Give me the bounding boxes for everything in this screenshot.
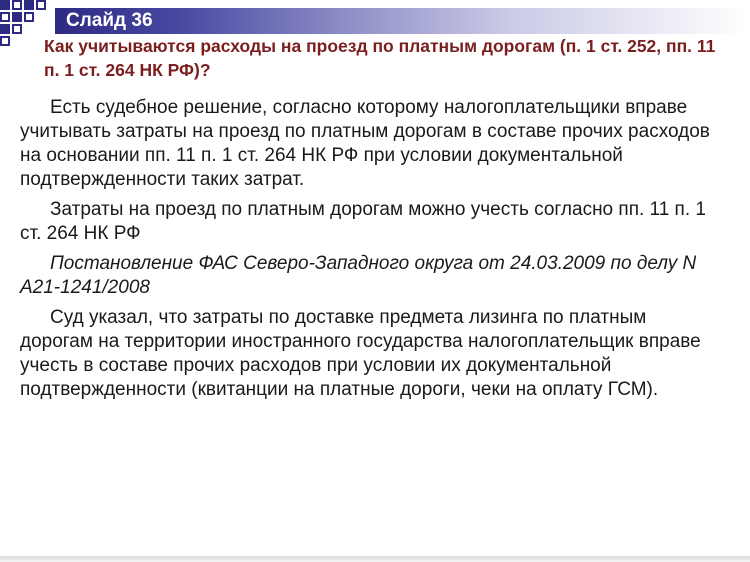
- decor-square: [0, 12, 10, 22]
- paragraph: Есть судебное решение, согласно которому налогоплательщики вправе учитывать затраты на проезд по платным дорогам в составе прочих расходов на основании пп. 11 п. 1 ст. 264 НК РФ при условии документальной подтвержденности таких затрат.: [20, 97, 710, 190]
- paragraph: Затраты на проезд по платным дорогам можно учесть согласно пп. 11 п. 1 ст. 264 НК РФ: [20, 199, 706, 244]
- slide-body: [20, 96, 720, 408]
- decor-square: [0, 24, 10, 34]
- decor-square: [36, 0, 46, 10]
- decor-square: [24, 12, 34, 22]
- title-bar: [55, 8, 750, 34]
- decor-square: [24, 0, 34, 10]
- decor-square: [12, 12, 22, 22]
- decor-square: [12, 0, 22, 10]
- paragraph: Суд указал, что затраты по доставке предмета лизинга по платным дорогам на территории иностранного государства налогоплательщик вправе учесть в составе прочих расходов при условии их документальной подтвержденности (квитанции на платные дороги, чеки на оплату ГСМ).: [20, 307, 701, 400]
- decor-square: [0, 0, 10, 10]
- slide-question-heading: Как учитываются расходы на проезд по платным дорогам (п. 1 ст. 252, пп. 11 п. 1 ст. 264 НК РФ)?: [44, 36, 716, 80]
- decor-square: [0, 36, 10, 46]
- slide-number: Слайд 36: [66, 10, 153, 31]
- court-ruling-reference: Постановление ФАС Северо-Западного округа от 24.03.2009 по делу N А21-1241/2008: [20, 253, 697, 298]
- bottom-border: [0, 556, 750, 562]
- decor-square: [12, 24, 22, 34]
